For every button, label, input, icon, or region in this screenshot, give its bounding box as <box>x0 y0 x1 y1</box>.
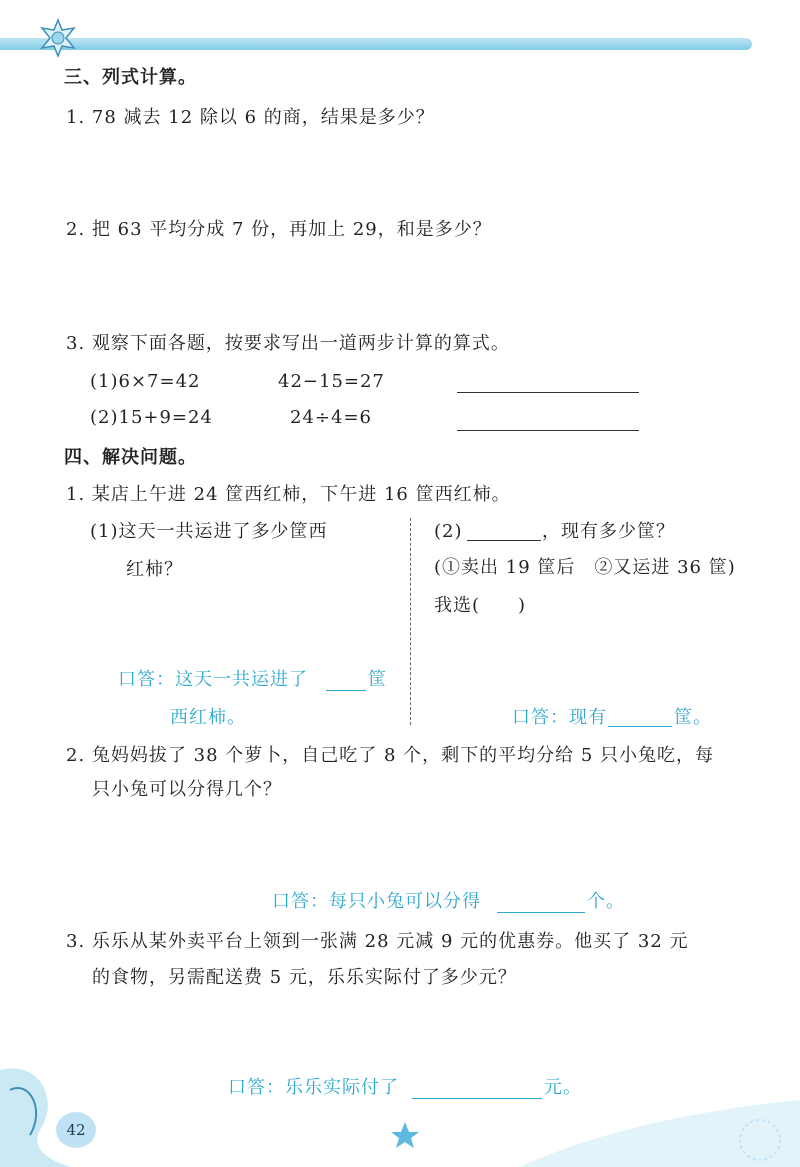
problem-4-1-right-post: ，现有多少筐？ <box>542 521 675 542</box>
badge-icon <box>38 18 78 58</box>
equation-1b: 42−15=27 <box>278 371 385 392</box>
problem-4-3-line1: 3. 乐乐从某外卖平台上领到一张满 28 元减 9 元的优惠券。他买了 32 元 <box>66 931 689 952</box>
problem-4-1-left-line2: 红柿？ <box>126 559 183 580</box>
problem-4-2-line1: 2. 兔妈妈拔了 38 个萝卜，自己吃了 8 个，剩下的平均分给 5 只小兔吃，每 <box>66 745 715 766</box>
page-number: 42 <box>56 1112 96 1148</box>
question-3-1: 1. 78 减去 12 除以 6 的商，结果是多少？ <box>66 107 435 128</box>
column-divider <box>410 518 411 725</box>
answer-4-2-post: 个。 <box>587 891 625 912</box>
condition-blank[interactable] <box>467 540 541 541</box>
answer-4-3-post: 元。 <box>544 1077 582 1098</box>
answer-line-1[interactable] <box>457 392 639 393</box>
answer-4-1-left-pre: 口答：这天一共运进了 <box>118 669 308 690</box>
problem-4-1-choose[interactable]: 我选( ) <box>434 595 527 616</box>
answer-line-2[interactable] <box>457 430 639 431</box>
answer-4-3-pre: 口答：乐乐实际付了 <box>228 1077 399 1098</box>
section-three-title: 三、列式计算。 <box>64 67 197 88</box>
problem-4-1-left-line1: (1)这天一共运进了多少筐西 <box>90 521 328 542</box>
answer-4-2-blank[interactable] <box>497 912 585 913</box>
section-four-title: 四、解决问题。 <box>64 447 197 468</box>
question-3-3: 3. 观察下面各题，按要求写出一道两步计算的算式。 <box>66 333 510 354</box>
footer-decoration <box>0 1040 800 1167</box>
problem-4-1-right-pre: (2) <box>434 521 463 542</box>
answer-4-1-left-post: 筐 <box>368 669 387 690</box>
problem-4-1-stem: 1. 某店上午进 24 筐西红柿，下午进 16 筐西红柿。 <box>66 484 511 505</box>
answer-4-1-left-blank[interactable] <box>326 690 366 691</box>
problem-4-1-options: (①卖出 19 筐后 ②又运进 36 筐) <box>434 557 736 578</box>
equation-2b: 24÷4=6 <box>290 407 372 428</box>
answer-4-1-left-line2: 西红柿。 <box>170 707 246 728</box>
equation-1a: (1)6×7=42 <box>90 371 201 392</box>
question-3-2: 2. 把 63 平均分成 7 份，再加上 29，和是多少？ <box>66 219 492 240</box>
problem-4-2-line2: 只小兔可以分得几个？ <box>92 779 282 800</box>
header-bar <box>0 38 752 50</box>
answer-4-1-right-pre: 口答：现有 <box>512 707 607 728</box>
answer-4-2-pre: 口答：每只小兔可以分得 <box>272 891 481 912</box>
answer-4-1-right-post: 筐。 <box>674 707 712 728</box>
answer-4-1-right-blank[interactable] <box>608 726 672 727</box>
problem-4-3-line2: 的食物，另需配送费 5 元，乐乐实际付了多少元？ <box>92 967 517 988</box>
equation-2a: (2)15+9=24 <box>90 407 213 428</box>
